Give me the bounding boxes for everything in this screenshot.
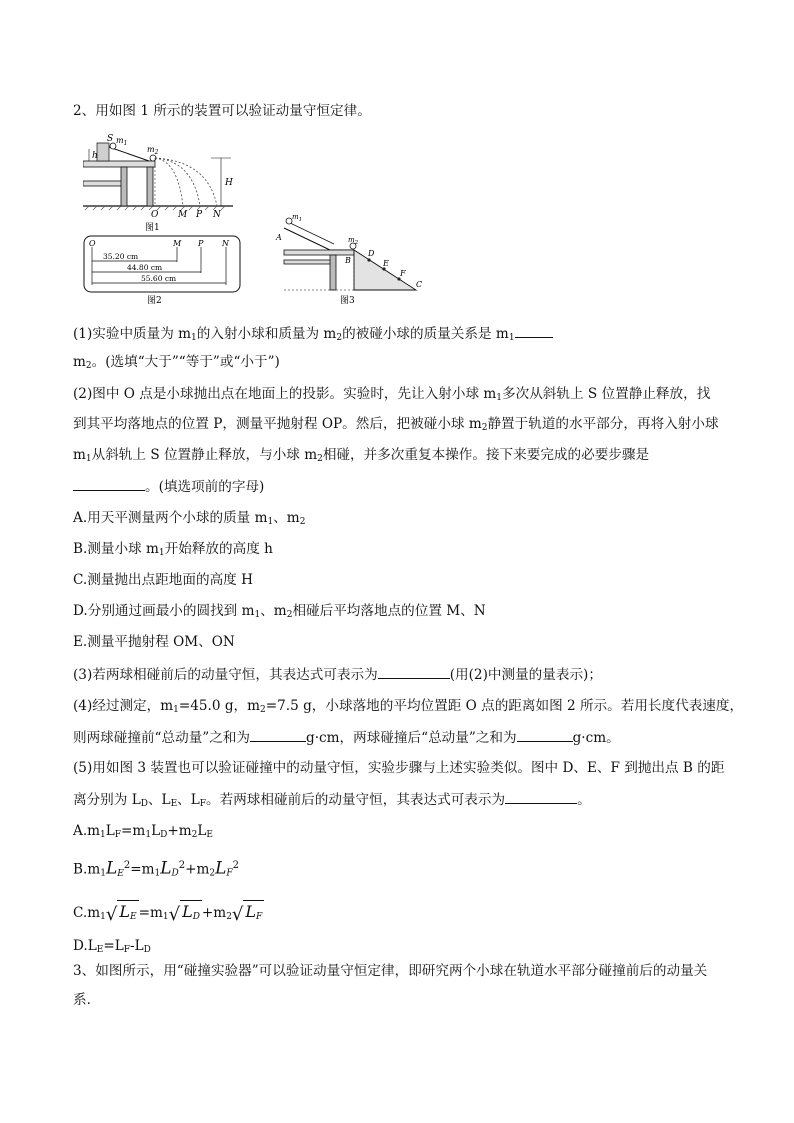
- option-b: B.测量小球 $m_1$开始释放的高度 h: [73, 541, 273, 558]
- q3-line1: 3、如图所示，用“碰撞实验器”可以验证动量守恒定律，即研究两个小球在轨道水平部分碰撞前后的动量关: [73, 963, 708, 979]
- q2-part4-line1: (4)经过测定，$m_1=45.0$ g，$m_2=7.5$ g，小球落地的平均位置距 O 点的距离如图 2 所示。若用长度代表速度，: [73, 698, 744, 715]
- fig1-label-P: P: [196, 210, 203, 220]
- fig2-distance-2: 44.80 cm: [127, 263, 163, 272]
- fig3-label-A: A: [276, 233, 282, 242]
- fig1-label-M: M: [178, 210, 188, 220]
- fig2-distance-1: 35.20 cm: [103, 252, 139, 261]
- fig1-label-O: O: [151, 210, 159, 220]
- answer-blank-2[interactable]: [73, 478, 145, 491]
- answer-blank-6[interactable]: [505, 791, 577, 804]
- fig2-label-M: M: [173, 239, 182, 248]
- fig3-label-C: C: [416, 280, 423, 289]
- option-5d: $D.L_E=L_F-L_D$: [73, 938, 151, 955]
- fig3-label-F: F: [400, 269, 406, 278]
- fig2-caption: 图2: [147, 296, 162, 306]
- fig3-caption: 图3: [340, 296, 355, 306]
- answer-blank-5[interactable]: [517, 729, 573, 742]
- q2-part2-line2: 到其平均落地点的位置 P，测量平抛射程 OP。然后，把被碰小球 $m_2$静置于轨道的水平部分，再将入射小球: [73, 416, 719, 433]
- fig1-label-N: N: [213, 210, 221, 220]
- q2-part2-line4: 。(填选项前的字母): [73, 478, 264, 495]
- option-5a: $A.m_1L_F=m_1L_D+m_2L_E$: [73, 823, 213, 840]
- fig2-label-P: P: [198, 239, 204, 248]
- answer-blank-4[interactable]: [250, 729, 306, 742]
- option-5c: $C.m_1√$ $L_E =m_1√$ $L_D +m_2√$ $L_F$: [73, 900, 264, 928]
- fig3-label-m2: $m_2$: [348, 236, 359, 246]
- q3-line2: 系．: [73, 992, 101, 1008]
- q2-part5-line2: 离分别为 $L_D$、$L_E$、$L_F$。若两球相碰前后的动量守恒，其表达式可表示为 。: [73, 792, 591, 809]
- option-c: C.测量抛出点距地面的高度 H: [73, 572, 253, 588]
- option-d: D.分别通过画最小的圆找到 $m_1$、$m_2$相碰后平均落地点的位置 M、N: [73, 603, 486, 620]
- option-e: E.测量平抛射程 OM、ON: [73, 634, 235, 650]
- answer-blank-3[interactable]: [378, 666, 450, 679]
- fig2-label-N: N: [222, 239, 229, 248]
- answer-blank-1[interactable]: [515, 325, 553, 338]
- fig1-label-m2: $m_2$: [147, 145, 159, 156]
- q2-part3: (3)若两球相碰前后的动量守恒，其表达式可表示为 (用(2)中测量的量表示)；: [73, 667, 602, 683]
- fig3-label-m1: $m_1$: [292, 213, 303, 223]
- fig1-label-S: S: [107, 134, 114, 144]
- fig2-distance-3: 55.60 cm: [141, 274, 177, 283]
- figure-2: [83, 235, 243, 307]
- fig1-label-h: h: [92, 151, 98, 161]
- q2-part1-line1: (1)实验中质量为 $m_1$的入射小球和质量为 $m_2$的被碰小球的质量关系是 $m_1$: [73, 325, 553, 346]
- option-5b: $B.m_1L_E^2=m_1L_D^2+m_2L_F^2$: [73, 858, 240, 879]
- figure-3: [272, 210, 432, 307]
- q2-part2-line1: (2)图中 O 点是小球抛出点在地面上的投影。实验时，先让入射小球 $m_1$多次从斜轨上 S 位置静止释放，找: [73, 386, 711, 403]
- fig3-label-D: D: [368, 249, 375, 258]
- fig1-label-m1: $m_1$: [116, 136, 128, 147]
- q2-part5-line1: (5)用如图 3 装置也可以验证碰撞中的动量守恒，实验步骤与上述实验类似。图中 D、E、F 到抛出点 B 的距: [73, 760, 725, 776]
- q2-part4-line2: 则两球碰撞前“总动量”之和为 g·cm，两球碰撞后“总动量”之和为 g·cm。: [73, 730, 620, 746]
- fig1-caption: 图1: [145, 223, 160, 233]
- fig3-label-B: B: [345, 256, 351, 265]
- fig2-label-O: O: [89, 239, 96, 248]
- q2-intro: 2、用如图 1 所示的装置可以验证动量守恒定律。: [73, 103, 371, 119]
- fig1-label-H: H: [225, 178, 233, 188]
- figure-1: [83, 133, 243, 233]
- fig3-label-E: E: [383, 259, 389, 268]
- q2-part2-line3: $m_1$从斜轨上 S 位置静止释放，与小球 $m_2$相碰，并多次重复本操作。接下来要完成的必要步骤是: [73, 447, 650, 464]
- option-a: A.用天平测量两个小球的质量 $m_1$、$m_2$: [73, 510, 306, 527]
- q2-part1-line2: $m_2$。(选填“大于”“等于”或“小于”): [73, 354, 280, 371]
